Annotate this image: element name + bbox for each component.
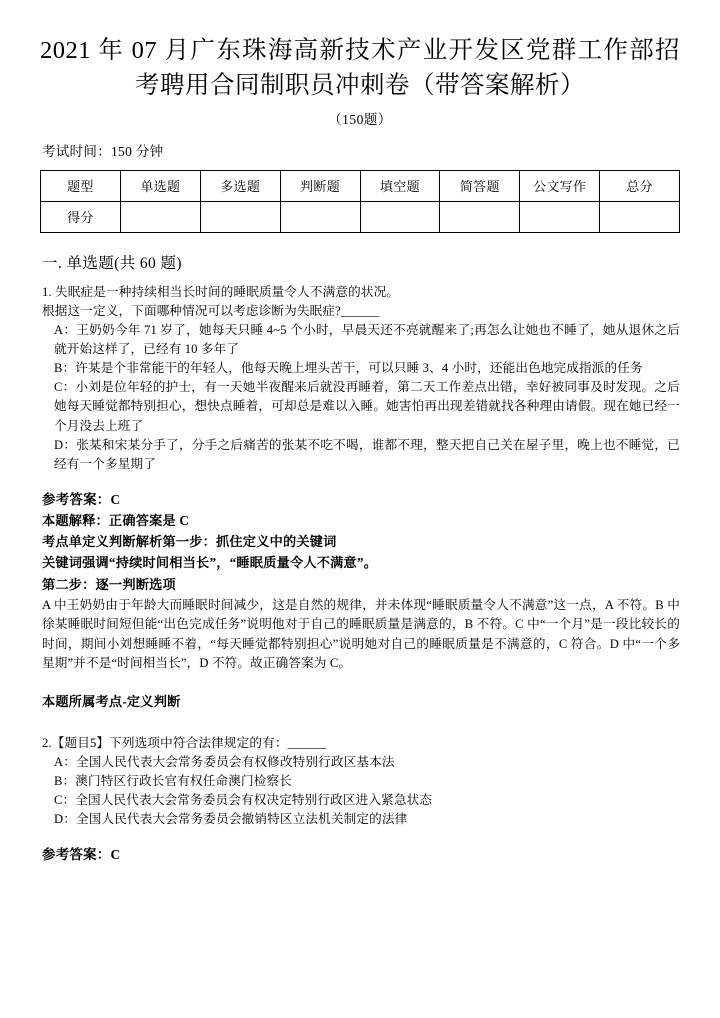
question-2 [40,734,680,866]
table-row-label: 得分 [41,201,121,232]
question-answer: 参考答案：C [42,491,121,507]
table-header-cell: 判断题 [280,170,360,201]
table-row [41,201,680,232]
question-option: C：小刘是位年轻的护士，有一天她半夜醒来后就没再睡着，第二天工作差点出错，幸好被同事及时发现。之后她每天睡觉都特别担心，想快点睡着，可却总是难以入睡。她害怕再出现差错就找各种理由请假。现在她已经一个月没去上班了 [54,380,680,433]
subtitle: （150题） [328,111,392,127]
table-header-cell: 公文写作 [520,170,600,201]
analysis-title: 本题解释：正确答案是 C [42,513,190,529]
page-title: 2021 年 07 月广东珠海高新技术产业开发区党群工作部招考聘用合同制职员冲刺卷（带答案解析） [40,37,680,99]
table-cell [440,201,520,232]
table-cell [120,201,200,232]
table-header-cell: 填空题 [360,170,440,201]
table-header-cell: 多选题 [200,170,280,201]
question-option: A：王奶奶今年 71 岁了，她每天只睡 4~5 个小时，早晨天还不亮就醒来了;再怎么让她也不睡了，她从退休之后就开始这样了，已经有 10 多年了 [54,322,680,356]
table-header-row [41,170,680,201]
question-point: 本题所属考点-定义判断 [42,693,181,709]
table-cell [600,201,680,232]
table-cell [360,201,440,232]
question-option: B：许某是个非常能干的年轻人，他每天晚上埋头苦干，可以只睡 3、4 小时，还能出色地完成指派的任务 [54,361,643,376]
analysis-line: 第二步：逐一判断选项 [42,576,176,592]
question-option: B：澳门特区行政长官有权任命澳门检察长 [54,774,292,788]
question-sub-stem: 根据这一定义，下面哪种情况可以考虑诊断为失眠症?______ [42,303,380,318]
analysis-line: 考点单定义判断解析第一步：抓住定义中的关键词 [42,534,337,550]
question-option: C：全国人民代表大会常务委员会有权决定特别行政区进入紧急状态 [54,793,433,808]
exam-time: 考试时间：150 分钟 [42,143,164,159]
table-cell [280,201,360,232]
question-option: D：张某和宋某分手了，分手之后痛苦的张某不吃不喝，谁都不理，整天把自己关在屋子里，晚上也不睡觉，已经有一个多星期了 [54,437,680,471]
question-option: D：全国人民代表大会常务委员会撤销特区立法机关制定的法律 [54,812,408,827]
table-header-cell: 总分 [600,170,680,201]
table-cell [520,201,600,232]
question-stem: 2.【题目5】下列选项中符合法律规定的有：______ [42,735,327,750]
section-heading: 一. 单选题(共 60 题) [42,254,182,272]
score-table [40,170,680,233]
question-1 [40,283,680,712]
question-option: A：全国人民代表大会常务委员会有权修改特别行政区基本法 [54,754,395,769]
table-header-cell: 题型 [41,170,121,201]
table-header-cell: 单选题 [120,170,200,201]
question-stem: 1. 失眠症是一种持续相当长时间的睡眠质量令人不满意的状况。 [42,284,400,299]
table-header-cell: 简答题 [440,170,520,201]
table-cell [200,201,280,232]
analysis-body: A 中王奶奶由于年龄大而睡眠时间减少，这是自然的规律，并未体现“睡眠质量令人不满意”这一点，A 不符。B 中徐某睡眠时间短但能“出色完成任务”说明他对于自己的睡眠质量是满意的，B 不符。C 中“一个月”是一段比较长的时间，期间小刘想睡睡不着，“每天睡觉都特别担心”说明她对自己的睡眠质量是不满意的，C 符合。D 中“一个多星期”并不是“时间相当长”，D 不符。故正确答案为 C。 [42,597,680,671]
analysis-line: 关键词强调“持续时间相当长”，“睡眠质量令人不满意”。 [42,555,378,571]
question-answer: 参考答案：C [42,847,121,863]
